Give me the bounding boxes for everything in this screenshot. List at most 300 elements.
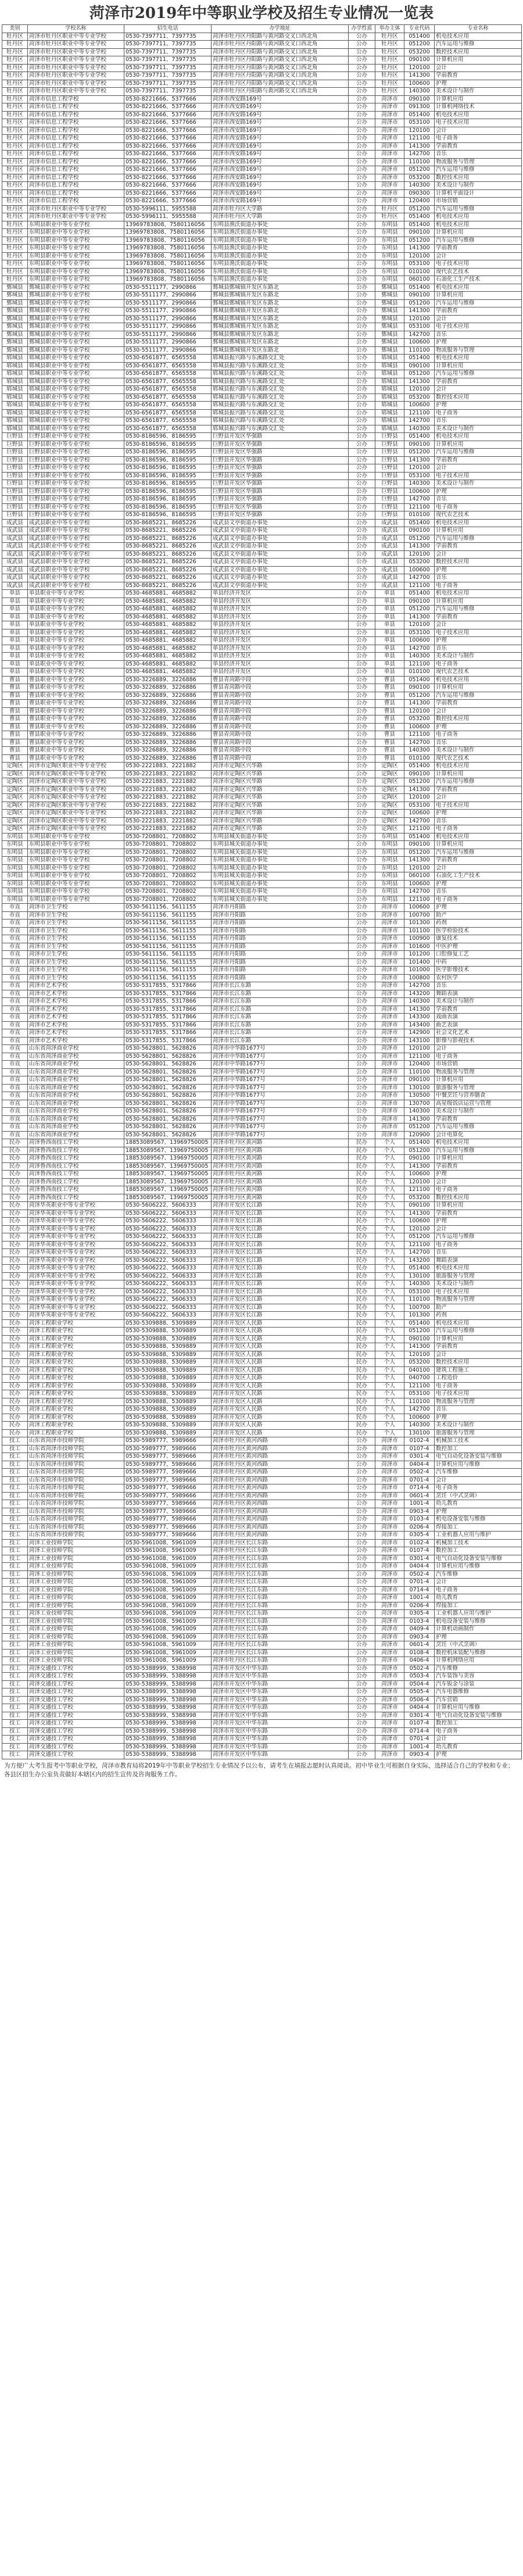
cell-major: 会计电算化	[435, 1131, 522, 1139]
cell-major: 汽车装饰与美容	[435, 1673, 522, 1681]
cell-phone: 0530-2221883、2221882	[124, 763, 212, 771]
cell-code: 0502-4	[404, 1469, 435, 1477]
table-row	[2, 841, 522, 849]
table-row	[2, 1233, 522, 1242]
cell-group: 个人	[375, 1218, 404, 1226]
cell-address: 曹县青菏路中段	[212, 707, 349, 715]
cell-nature: 公办	[349, 1021, 375, 1029]
cell-school: 菏泽市牡丹区职业中等专业学校	[28, 56, 124, 65]
cell-major: 计算机应用	[435, 56, 522, 65]
cell-nature: 民办	[349, 1210, 375, 1218]
cell-district: 民办	[2, 1218, 28, 1226]
cell-district: 单县	[2, 590, 28, 598]
cell-district: 东明县	[2, 833, 28, 841]
cell-district: 市直	[2, 1124, 28, 1132]
cell-phone: 0530-5961008、5961009	[124, 1555, 212, 1563]
cell-code: 100600	[404, 1171, 435, 1179]
cell-district: 市直	[2, 990, 28, 998]
cell-address: 单县经济开发区	[212, 629, 349, 637]
cell-address: 菏泽市丹阳路	[212, 943, 349, 951]
cell-district: 牡丹区	[2, 111, 28, 119]
table-row	[2, 1579, 522, 1587]
table-row	[2, 645, 522, 653]
cell-district: 市直	[2, 1053, 28, 1061]
cell-nature: 公办	[349, 1500, 375, 1508]
cell-nature: 公办	[349, 174, 375, 182]
cell-code: 120100	[404, 1045, 435, 1053]
cell-district: 巨野县	[2, 496, 28, 504]
cell-school: 菏泽市牡丹区职业中等专业学校	[28, 72, 124, 80]
cell-major: 汽车运用与维修	[435, 1147, 522, 1155]
cell-phone: 0530-5317855、5317866	[124, 1037, 212, 1045]
cell-code: 040100	[404, 1366, 435, 1375]
table-row	[2, 1257, 522, 1265]
cell-group: 菏泽市	[375, 1570, 404, 1579]
cell-address: 东明县渔沃街道办事处	[212, 260, 349, 269]
cell-district: 鄄城县	[2, 307, 28, 316]
cell-nature: 公办	[349, 103, 375, 112]
cell-group: 菏泽市	[375, 943, 404, 951]
cell-nature: 公办	[349, 629, 375, 637]
cell-district: 民办	[2, 1147, 28, 1155]
cell-code: 010100	[404, 511, 435, 520]
cell-phone: 0530-5989777、5989666	[124, 1523, 212, 1532]
cell-major: 电子商务	[435, 1727, 522, 1736]
cell-address: 成武县文亭街道办事处	[212, 519, 349, 527]
cell-phone: 0530-2221883、2221882	[124, 825, 212, 833]
cell-school: 菏泽市艺术学校	[28, 1021, 124, 1029]
cell-nature: 公办	[349, 158, 375, 166]
cell-phone: 0530-4685881、4685882	[124, 637, 212, 645]
cell-major: 工业机器人应用与维护	[435, 1532, 522, 1540]
cell-major: 护理	[435, 80, 522, 88]
table-row	[2, 111, 522, 119]
cell-school: 菏泽市信息工程学校	[28, 142, 124, 151]
cell-major: 电子商务	[435, 1186, 522, 1194]
cell-nature: 公办	[349, 151, 375, 159]
table-row	[2, 1563, 522, 1571]
table-row	[2, 676, 522, 684]
cell-code: 140300	[404, 998, 435, 1006]
cell-address: 巨野县开发区华强路	[212, 472, 349, 480]
cell-school: 菏泽工程职业学校	[28, 1422, 124, 1430]
cell-group: 曹县	[375, 700, 404, 708]
cell-school: 菏泽市定陶区职业中等专业学校	[28, 817, 124, 825]
cell-district: 巨野县	[2, 480, 28, 488]
cell-group: 菏泽市	[375, 1124, 404, 1132]
cell-phone: 0530-3226889、3226886	[124, 684, 212, 692]
cell-school: 菏泽工程职业学校	[28, 1406, 124, 1414]
cell-code: 0301-4	[404, 1712, 435, 1720]
cell-major: 学前教育	[435, 1210, 522, 1218]
cell-code: 051200	[404, 1328, 435, 1336]
cell-group: 菏泽市	[375, 1736, 404, 1744]
cell-school: 单县职业中等专业学校	[28, 660, 124, 668]
cell-phone: 0530-5606222、5606333	[124, 1280, 212, 1289]
cell-phone: 0530-8685221、8685226	[124, 527, 212, 535]
cell-school: 曹县职业中等专业学校	[28, 715, 124, 724]
cell-phone: 0530-6561877、6565558	[124, 417, 212, 425]
cell-phone: 0530-5606222、5606333	[124, 1265, 212, 1273]
cell-phone: 0530-6561877、6565558	[124, 378, 212, 386]
cell-district: 技工	[2, 1610, 28, 1618]
cell-school: 曹县职业中等专业学校	[28, 747, 124, 755]
cell-major: 工业机器人应用与维护	[435, 1610, 522, 1618]
cell-code: 0305-4	[404, 1610, 435, 1618]
cell-group: 菏泽市	[375, 1076, 404, 1085]
cell-phone: 0530-5606222、5606333	[124, 1249, 212, 1257]
cell-nature: 公办	[349, 299, 375, 307]
cell-district: 成武县	[2, 550, 28, 559]
cell-nature: 公办	[349, 1006, 375, 1014]
cell-phone: 0530-5309888、5309889	[124, 1328, 212, 1336]
cell-district: 民办	[2, 1296, 28, 1304]
cell-address: 菏泽市丹阳路	[212, 967, 349, 975]
cell-code: 143100	[404, 1037, 435, 1045]
cell-school: 鄄城县职业中等专业学校	[28, 315, 124, 323]
cell-nature: 民办	[349, 1343, 375, 1351]
table-row	[2, 1484, 522, 1493]
cell-nature: 民办	[349, 1162, 375, 1171]
cell-nature: 公办	[349, 1594, 375, 1602]
cell-phone: 0530-7397711、7397735	[124, 33, 212, 41]
cell-address: 曹县青菏路中段	[212, 739, 349, 747]
cell-major: 数控加工	[435, 1720, 522, 1728]
cell-group: 巨野县	[375, 449, 404, 457]
table-row	[2, 1406, 522, 1414]
cell-code: 051400	[404, 221, 435, 229]
cell-school: 菏泽鲁西南技工学校	[28, 1155, 124, 1163]
cell-address: 东明县渔沃街道办事处	[212, 276, 349, 284]
cell-school: 菏泽鲁西南技工学校	[28, 1162, 124, 1171]
cell-school: 菏泽交通技工学校	[28, 1751, 124, 1759]
cell-school: 菏泽工业技师学院	[28, 1563, 124, 1571]
cell-phone: 0530-5388999、5388998	[124, 1712, 212, 1720]
table-row	[2, 252, 522, 260]
cell-school: 成武县职业中等专业学校	[28, 543, 124, 551]
table-row	[2, 653, 522, 661]
cell-code: 140300	[404, 1108, 435, 1116]
table-row	[2, 1155, 522, 1163]
cell-phone: 0530-5309888、5309889	[124, 1422, 212, 1430]
cell-district: 市直	[2, 1092, 28, 1100]
cell-major: 护理	[435, 637, 522, 645]
cell-major: 音乐	[435, 982, 522, 990]
table-row	[2, 1006, 522, 1014]
cell-phone: 0530-3226889、3226886	[124, 676, 212, 684]
cell-school: 菏泽华英职业中等专业学校	[28, 1265, 124, 1273]
cell-code: 040700	[404, 1375, 435, 1383]
cell-school: 菏泽市信息工程学校	[28, 103, 124, 112]
cell-district: 东明县	[2, 857, 28, 865]
cell-phone: 13969783808、7580116056	[124, 229, 212, 237]
table-row	[2, 715, 522, 724]
cell-major: 音乐	[435, 817, 522, 825]
cell-major: 机电技术应用	[435, 1139, 522, 1147]
table-row	[2, 1657, 522, 1665]
cell-code: 141300	[404, 1210, 435, 1218]
cell-district: 技工	[2, 1469, 28, 1477]
cell-code: 100600	[404, 904, 435, 912]
cell-address: 菏泽市定陶区兴华路	[212, 770, 349, 778]
cell-code: 0903-4	[404, 1633, 435, 1641]
cell-phone: 0530-5511177、2990866	[124, 331, 212, 339]
cell-phone: 0530-5511177、2990866	[124, 315, 212, 323]
cell-major: 舞蹈表演	[435, 1257, 522, 1265]
cell-major: 康复技术	[435, 935, 522, 943]
cell-address: 菏泽市西安路169号	[212, 95, 349, 103]
table-row	[2, 1508, 522, 1516]
cell-major: 护理	[435, 880, 522, 888]
table-row	[2, 1586, 522, 1594]
cell-phone: 0530-5606222、5606333	[124, 1312, 212, 1320]
cell-nature: 公办	[349, 1547, 375, 1555]
cell-major: 影像与影视技术	[435, 1037, 522, 1045]
cell-address: 鄄城县鄄城镇开发区东路北	[212, 315, 349, 323]
cell-code: 121100	[404, 503, 435, 511]
cell-nature: 公办	[349, 833, 375, 841]
cell-address: 成武县文亭街道办事处	[212, 550, 349, 559]
cell-major: 汽车运用与维修	[435, 299, 522, 307]
table-row	[2, 41, 522, 49]
cell-address: 菏泽市长江东路	[212, 982, 349, 990]
cell-code: 121100	[404, 1186, 435, 1194]
cell-group: 单县	[375, 590, 404, 598]
cell-district: 市直	[2, 1014, 28, 1022]
cell-school: 曹县职业中等专业学校	[28, 739, 124, 747]
cell-address: 菏泽市牡丹区黄河西路	[212, 1476, 349, 1484]
table-row	[2, 911, 522, 920]
cell-code: 090100	[404, 770, 435, 778]
cell-address: 郓城县振兴路与东溪路交汇处	[212, 425, 349, 433]
cell-group: 单县	[375, 621, 404, 629]
cell-phone: 0530-4685881、4685882	[124, 606, 212, 614]
cell-school: 巨野县职业中等专业学校	[28, 449, 124, 457]
cell-address: 菏泽市西安路169号	[212, 127, 349, 135]
cell-nature: 公办	[349, 213, 375, 221]
table-row	[2, 1029, 522, 1037]
table-body	[2, 33, 522, 1759]
cell-school: 郓城县职业中等专业学校	[28, 402, 124, 410]
cell-nature: 公办	[349, 763, 375, 771]
cell-address: 菏泽市开发区人民路	[212, 1398, 349, 1406]
cell-major: 计算机应用	[435, 95, 522, 103]
cell-major: 计算机应用	[435, 229, 522, 237]
cell-phone: 0530-5611156、5611155	[124, 911, 212, 920]
table-row	[2, 307, 522, 316]
cell-school: 巨野县职业中等专业学校	[28, 496, 124, 504]
cell-code: 051200	[404, 692, 435, 700]
table-row	[2, 33, 522, 41]
cell-code: 0103-4	[404, 1618, 435, 1626]
cell-major: 电子商务	[435, 1382, 522, 1390]
cell-address: 东明县渔沃街道办事处	[212, 237, 349, 245]
table-row	[2, 1343, 522, 1351]
cell-major: 学前教育	[435, 1162, 522, 1171]
cell-major: 机电技术应用	[435, 111, 522, 119]
cell-major: 电子技术应用	[435, 1390, 522, 1398]
table-row	[2, 1045, 522, 1053]
cell-group: 菏泽市	[375, 1688, 404, 1697]
cell-district: 技工	[2, 1563, 28, 1571]
cell-group: 东明县	[375, 221, 404, 229]
cell-district: 郓城县	[2, 425, 28, 433]
cell-district: 定陶区	[2, 786, 28, 794]
cell-district: 曹县	[2, 692, 28, 700]
cell-district: 牡丹区	[2, 213, 28, 221]
cell-phone: 0530-4685881、4685882	[124, 660, 212, 668]
cell-nature: 公办	[349, 653, 375, 661]
cell-nature: 公办	[349, 998, 375, 1006]
cell-school: 菏泽交通技工学校	[28, 1712, 124, 1720]
cell-district: 成武县	[2, 519, 28, 527]
table-row	[2, 613, 522, 621]
cell-group: 菏泽市	[375, 1602, 404, 1610]
cell-district: 市直	[2, 1029, 28, 1037]
table-row	[2, 1249, 522, 1257]
cell-nature: 公办	[349, 1751, 375, 1759]
cell-phone: 18853089567、13969750005	[124, 1171, 212, 1179]
cell-address: 菏泽市牡丹区丹阳路与黄河路交叉口西北角	[212, 80, 349, 88]
cell-nature: 公办	[349, 574, 375, 582]
cell-school: 菏泽鲁西南技工学校	[28, 1139, 124, 1147]
cell-nature: 公办	[349, 260, 375, 269]
cell-school: 菏泽工业技师学院	[28, 1539, 124, 1547]
cell-phone: 0530-5606222、5606333	[124, 1218, 212, 1226]
cell-group: 牡丹区	[375, 33, 404, 41]
cell-nature: 公办	[349, 1131, 375, 1139]
cell-major: 计算机应用	[435, 684, 522, 692]
cell-nature: 公办	[349, 1084, 375, 1092]
cell-group: 个人	[375, 1366, 404, 1375]
cell-nature: 公办	[349, 739, 375, 747]
table-row	[2, 1516, 522, 1524]
cell-major: 学前教育	[435, 307, 522, 316]
cell-district: 民办	[2, 1422, 28, 1430]
cell-phone: 0530-8186596、8186595	[124, 511, 212, 520]
cell-address: 菏泽市中华路1677号	[212, 1100, 349, 1108]
cell-phone: 0530-5628801、5628826	[124, 1045, 212, 1053]
cell-major: 美术设计与制作	[435, 1280, 522, 1289]
cell-school: 菏泽市艺术学校	[28, 982, 124, 990]
cell-code: 090100	[404, 527, 435, 535]
cell-group: 菏泽市	[375, 1006, 404, 1014]
cell-district: 技工	[2, 1751, 28, 1759]
cell-school: 郓城县职业中等专业学校	[28, 417, 124, 425]
cell-major: 曲艺表演	[435, 1021, 522, 1029]
cell-school: 单县职业中等专业学校	[28, 606, 124, 614]
cell-district: 成武县	[2, 535, 28, 543]
cell-phone: 0530-5606222、5606333	[124, 1296, 212, 1304]
cell-address: 曹县青菏路中段	[212, 684, 349, 692]
cell-address: 菏泽市西安路169号	[212, 151, 349, 159]
cell-group: 菏泽市	[375, 1712, 404, 1720]
cell-nature: 公办	[349, 417, 375, 425]
table-row	[2, 386, 522, 394]
cell-nature: 公办	[349, 1092, 375, 1100]
cell-school: 菏泽华英职业中等专业学校	[28, 1288, 124, 1296]
cell-address: 菏泽市牡丹区长江东路	[212, 1570, 349, 1579]
cell-group: 个人	[375, 1319, 404, 1328]
cell-nature: 公办	[349, 378, 375, 386]
table-row	[2, 1610, 522, 1618]
cell-school: 菏泽工业技师学院	[28, 1618, 124, 1626]
cell-group: 东明县	[375, 268, 404, 276]
cell-school: 菏泽市牡丹区职业中等专业学校	[28, 48, 124, 56]
cell-district: 牡丹区	[2, 48, 28, 56]
cell-nature: 公办	[349, 1727, 375, 1736]
cell-address: 菏泽市西安路169号	[212, 174, 349, 182]
cell-school: 菏泽工业技师学院	[28, 1547, 124, 1555]
table-row	[2, 174, 522, 182]
cell-address: 菏泽市开发区人民路	[212, 1375, 349, 1383]
cell-school: 东明县职业中等专业学校	[28, 841, 124, 849]
cell-group: 郓城县	[375, 355, 404, 363]
table-row	[2, 245, 522, 253]
cell-district: 巨野县	[2, 472, 28, 480]
cell-nature: 民办	[349, 1351, 375, 1359]
cell-address: 曹县青菏路中段	[212, 676, 349, 684]
cell-group: 菏泽市	[375, 951, 404, 959]
table-row	[2, 621, 522, 629]
cell-address: 菏泽市中华路1677号	[212, 1061, 349, 1069]
table-row	[2, 1202, 522, 1210]
cell-major: 数控技术应用	[435, 174, 522, 182]
cell-district: 民办	[2, 1225, 28, 1233]
cell-address: 郓城县振兴路与东溪路交汇处	[212, 355, 349, 363]
cell-district: 市直	[2, 904, 28, 912]
cell-address: 菏泽市开发区长江路	[212, 1265, 349, 1273]
cell-district: 单县	[2, 645, 28, 653]
cell-group: 巨野县	[375, 503, 404, 511]
cell-phone: 0530-5961008、5961009	[124, 1570, 212, 1579]
cell-major: 计算机应用	[435, 527, 522, 535]
cell-group: 个人	[375, 1375, 404, 1383]
cell-phone: 0530-5511177、2990866	[124, 346, 212, 355]
cell-code: 120100	[404, 864, 435, 872]
cell-phone: 0530-8685221、8685226	[124, 574, 212, 582]
cell-address: 菏泽市开发区中华东路	[212, 1720, 349, 1728]
cell-code: 143200	[404, 1257, 435, 1265]
cell-district: 牡丹区	[2, 127, 28, 135]
cell-district: 市直	[2, 1068, 28, 1076]
cell-group: 单县	[375, 660, 404, 668]
table-row	[2, 103, 522, 112]
cell-phone: 0530-8221666、5377666	[124, 198, 212, 206]
cell-school: 巨野县职业中等专业学校	[28, 488, 124, 496]
cell-major: 电子技术应用	[435, 802, 522, 810]
cell-major: 焊接加工	[435, 1523, 522, 1532]
cell-district: 牡丹区	[2, 221, 28, 229]
cell-nature: 公办	[349, 276, 375, 284]
cell-district: 民办	[2, 1335, 28, 1343]
table-row	[2, 1131, 522, 1139]
cell-major: 物流服务与管理	[435, 1296, 522, 1304]
cell-phone: 0530-8685221、8685226	[124, 550, 212, 559]
cell-address: 鄄城县鄄城镇开发区东路北	[212, 307, 349, 316]
cell-major: 药剂	[435, 1312, 522, 1320]
cell-address: 菏泽市丹阳路	[212, 920, 349, 928]
cell-group: 菏泽市	[375, 1579, 404, 1587]
cell-group: 牡丹区	[375, 80, 404, 88]
cell-group: 牡丹区	[375, 64, 404, 72]
table-row	[2, 582, 522, 590]
table-row	[2, 1743, 522, 1751]
table-row	[2, 1100, 522, 1108]
cell-address: 成武县文亭街道办事处	[212, 582, 349, 590]
cell-nature: 公办	[349, 339, 375, 347]
table-row	[2, 566, 522, 574]
